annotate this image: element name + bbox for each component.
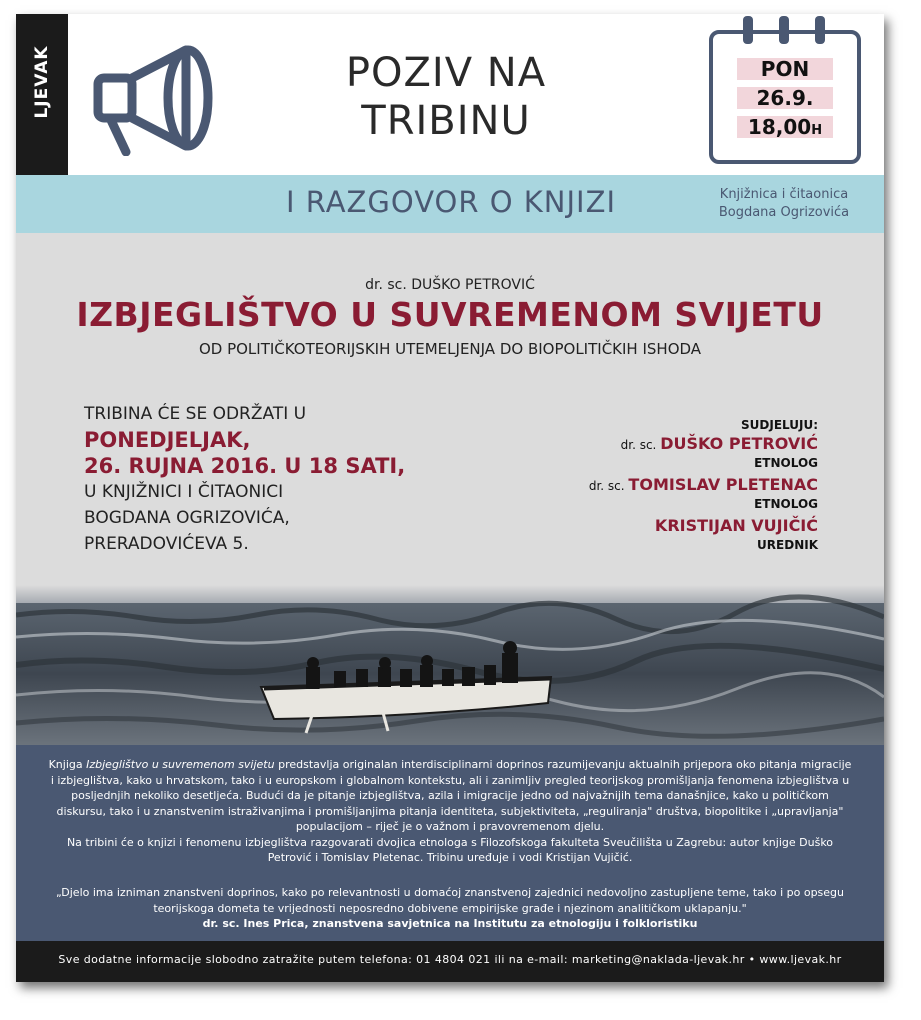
calendar-ring xyxy=(815,16,825,44)
calendar-date: 26.9. xyxy=(737,87,833,109)
review-quote: „Djelo ima izniman znanstveni doprinos, kako po relevantnosti u domaćoj znanstvenoj zajednici nedovoljno zastupljene teme, tako i po opsegu teorijskoga dometa te vrijednosti neposredno dobivene empirijske građe i njezinom analitičkom uklapanju." dr. sc. Ines Prica, znanstvena savjetnica na Institutu za etnologiju i folkloristiku xyxy=(55,886,845,930)
event-details-section xyxy=(16,233,884,585)
participant-role: UREDNIK xyxy=(757,538,818,552)
megaphone-icon xyxy=(90,36,220,156)
poster-title-line2: TRIBINU xyxy=(361,98,531,144)
participant: KRISTIJAN VUJIČIĆ xyxy=(654,516,818,535)
book-subtitle: OD POLITIČKOTEORIJSKIH UTEMELJENJA DO BIOPOLITIČKIH ISHODA xyxy=(198,340,702,358)
event-datetime: 26. RUJNA 2016. U 18 SATI, xyxy=(84,454,406,478)
calendar-ring xyxy=(743,16,753,44)
brand-tab xyxy=(16,14,68,175)
event-address: PRERADOVIĆEVA 5. xyxy=(84,534,249,554)
book-author: dr. sc. DUŠKO PETROVIĆ xyxy=(365,277,535,293)
event-intro: TRIBINA ĆE SE ODRŽATI U xyxy=(84,404,307,424)
contact-footer xyxy=(16,941,884,982)
book-description xyxy=(16,745,884,941)
event-place: U KNJIŽNICI I ČITAONICI xyxy=(84,482,284,502)
participants xyxy=(456,417,818,556)
band-title: I RAZGOVOR O KNJIZI xyxy=(285,185,617,219)
participant: dr. sc. DUŠKO PETROVIĆ xyxy=(620,434,818,453)
subtitle-band xyxy=(16,175,884,233)
description-text: Knjiga Izbjeglištvo u suvremenom svijetu predstavlja originalan interdisciplinarni doprinos razumijevanju aktualnih prijepora oko pitanja migracije i izbjeglištva, kako u hrvatskom, tako i u europskom i globalnom kontekstu, ali i zanimljiv pregled teorijskog promišljanja fenomena izbjeglištva u posljednjih nekoliko desetljeća. Budući da je pitanje izbjeglištva, azila i imigracije jedno od najvažnijih tema današnjice, kako u političkom diskursu, tako i u znanstvenim istraživanjima i promišljanjima pitanja identiteta, subjektiviteta, „reguliranja" društva, biopolitike i „upravljanja" populacijom – riječ je o važnom i pravovremenom djelu. Na tribini će o knjizi i fenomenu izbjeglištva razgovarati dvojica etnologa s Filozofskoga fakulteta Sveučilišta u Zagrebu: autor knjige Duško Petrović i Tomislav Pletenac. Tribinu uređuje i vodi Kristijan Vujičić. xyxy=(48,758,852,864)
event-place: BOGDANA OGRIZOVIĆA, xyxy=(84,508,290,528)
book-title: IZBJEGLIŠTVO U SUVREMENOM SVIJETU xyxy=(76,295,824,334)
participants-label: SUDJELUJU: xyxy=(741,418,818,432)
brand-logo-text: LJEVAK xyxy=(32,45,52,119)
event-poster xyxy=(16,14,884,982)
library-name: Knjižnica i čitaonica Bogdana Ogrizovića xyxy=(718,187,850,220)
event-day: PONEDJELJAK, xyxy=(84,428,251,452)
calendar-time: 18,00H xyxy=(737,116,833,138)
boat-photo xyxy=(16,585,884,745)
calendar-day: PON xyxy=(737,58,833,80)
event-info xyxy=(84,401,444,557)
participant-role: ETNOLOG xyxy=(754,456,818,470)
participant-role: ETNOLOG xyxy=(754,497,818,511)
calendar-ring xyxy=(779,16,789,44)
footer-text: Sve dodatne informacije slobodno zatražite putem telefona: 01 4804 021 ili na e-mail: marketing@naklada-ljevak.hr • www.ljevak.hr xyxy=(58,953,842,966)
quote-author: dr. sc. Ines Prica, znanstvena savjetnica na Institutu za etnologiju i folkloristiku xyxy=(202,917,698,930)
calendar-icon xyxy=(709,16,861,162)
participant: dr. sc. TOMISLAV PLETENAC xyxy=(588,475,818,494)
poster-title-line1: POZIV NA xyxy=(345,50,547,96)
